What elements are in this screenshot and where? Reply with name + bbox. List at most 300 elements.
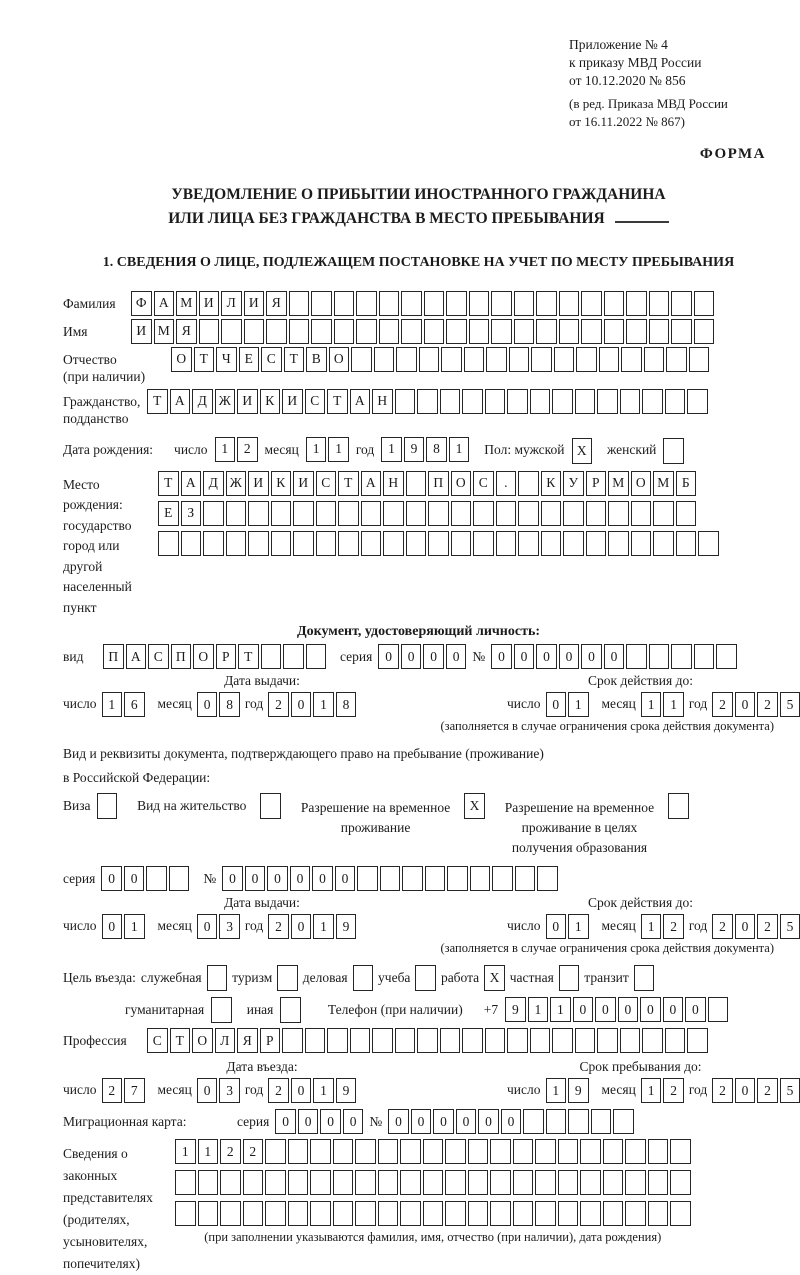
char-cell[interactable] bbox=[469, 291, 490, 316]
char-cell[interactable]: 1 bbox=[313, 1078, 334, 1103]
char-cell[interactable] bbox=[554, 347, 575, 372]
char-cell[interactable]: 0 bbox=[663, 997, 684, 1022]
char-cell[interactable]: О bbox=[631, 471, 652, 496]
char-cell[interactable] bbox=[581, 319, 602, 344]
char-cell[interactable]: 0 bbox=[546, 692, 567, 717]
char-cell[interactable]: 0 bbox=[595, 997, 616, 1022]
char-cell[interactable]: Р bbox=[586, 471, 607, 496]
char-cell[interactable]: И bbox=[244, 291, 265, 316]
char-cell[interactable]: 1 bbox=[175, 1139, 196, 1164]
char-cell[interactable]: 8 bbox=[219, 692, 240, 717]
char-cell[interactable]: 0 bbox=[446, 644, 467, 669]
char-cell[interactable]: 2 bbox=[663, 914, 684, 939]
char-cell[interactable]: 0 bbox=[618, 997, 639, 1022]
char-cell[interactable] bbox=[378, 1201, 399, 1226]
char-cell[interactable] bbox=[446, 319, 467, 344]
char-cell[interactable] bbox=[530, 1028, 551, 1053]
char-cell[interactable] bbox=[419, 347, 440, 372]
char-cell[interactable]: П bbox=[428, 471, 449, 496]
char-cell[interactable]: 0 bbox=[423, 644, 444, 669]
char-cell[interactable]: С bbox=[305, 389, 326, 414]
char-cell[interactable]: Т bbox=[284, 347, 305, 372]
char-cell[interactable]: 0 bbox=[735, 1078, 756, 1103]
char-cell[interactable] bbox=[175, 1170, 196, 1195]
char-cell[interactable]: 2 bbox=[237, 437, 258, 462]
char-cell[interactable] bbox=[361, 531, 382, 556]
char-cell[interactable]: 2 bbox=[663, 1078, 684, 1103]
char-cell[interactable] bbox=[473, 501, 494, 526]
char-cell[interactable] bbox=[417, 389, 438, 414]
char-cell[interactable] bbox=[599, 347, 620, 372]
char-cell[interactable] bbox=[400, 1139, 421, 1164]
char-cell[interactable] bbox=[580, 1201, 601, 1226]
char-cell[interactable] bbox=[694, 319, 715, 344]
char-cell[interactable]: 0 bbox=[433, 1109, 454, 1134]
char-cell[interactable]: С bbox=[316, 471, 337, 496]
char-cell[interactable]: 3 bbox=[219, 1078, 240, 1103]
char-cell[interactable]: Д bbox=[203, 471, 224, 496]
char-cell[interactable]: 5 bbox=[780, 1078, 800, 1103]
char-cell[interactable]: А bbox=[126, 644, 147, 669]
char-cell[interactable] bbox=[423, 1201, 444, 1226]
char-cell[interactable] bbox=[424, 291, 445, 316]
char-cell[interactable]: 1 bbox=[313, 692, 334, 717]
char-cell[interactable]: 1 bbox=[102, 692, 123, 717]
char-cell[interactable]: 0 bbox=[735, 692, 756, 717]
char-cell[interactable]: А bbox=[181, 471, 202, 496]
char-cell[interactable]: 1 bbox=[313, 914, 334, 939]
char-cell[interactable] bbox=[509, 347, 530, 372]
char-cell[interactable] bbox=[625, 1139, 646, 1164]
char-cell[interactable]: И bbox=[293, 471, 314, 496]
char-cell[interactable] bbox=[536, 291, 557, 316]
char-cell[interactable] bbox=[401, 319, 422, 344]
purpose-tourism-checkbox[interactable] bbox=[277, 965, 298, 991]
char-cell[interactable] bbox=[334, 319, 355, 344]
char-cell[interactable]: 1 bbox=[641, 692, 662, 717]
char-cell[interactable] bbox=[580, 1139, 601, 1164]
char-cell[interactable] bbox=[417, 1028, 438, 1053]
char-cell[interactable] bbox=[288, 1139, 309, 1164]
char-cell[interactable]: С bbox=[148, 644, 169, 669]
char-cell[interactable]: 1 bbox=[306, 437, 327, 462]
char-cell[interactable]: 0 bbox=[290, 866, 311, 891]
char-cell[interactable]: 0 bbox=[491, 644, 512, 669]
char-cell[interactable] bbox=[665, 389, 686, 414]
char-cell[interactable]: Б bbox=[676, 471, 697, 496]
char-cell[interactable]: О bbox=[451, 471, 472, 496]
char-cell[interactable] bbox=[333, 1170, 354, 1195]
char-cell[interactable] bbox=[694, 291, 715, 316]
char-cell[interactable] bbox=[518, 501, 539, 526]
char-cell[interactable]: 0 bbox=[559, 644, 580, 669]
char-cell[interactable]: А bbox=[154, 291, 175, 316]
char-cell[interactable]: К bbox=[271, 471, 292, 496]
char-cell[interactable] bbox=[271, 501, 292, 526]
char-cell[interactable] bbox=[496, 531, 517, 556]
char-cell[interactable]: 0 bbox=[312, 866, 333, 891]
char-cell[interactable]: О bbox=[171, 347, 192, 372]
char-cell[interactable]: Т bbox=[327, 389, 348, 414]
char-cell[interactable]: 0 bbox=[388, 1109, 409, 1134]
purpose-work-checkbox[interactable]: X bbox=[484, 965, 505, 991]
temp-residence-checkbox[interactable]: X bbox=[464, 793, 485, 819]
char-cell[interactable]: 2 bbox=[268, 914, 289, 939]
char-cell[interactable]: 9 bbox=[336, 914, 357, 939]
char-cell[interactable]: В bbox=[306, 347, 327, 372]
char-cell[interactable]: 1 bbox=[528, 997, 549, 1022]
char-cell[interactable]: П bbox=[103, 644, 124, 669]
char-cell[interactable] bbox=[670, 1139, 691, 1164]
char-cell[interactable]: 1 bbox=[124, 914, 145, 939]
char-cell[interactable] bbox=[613, 1109, 634, 1134]
purpose-transit-checkbox[interactable] bbox=[634, 965, 655, 991]
char-cell[interactable] bbox=[293, 501, 314, 526]
char-cell[interactable]: И bbox=[282, 389, 303, 414]
purpose-other-checkbox[interactable] bbox=[280, 997, 301, 1023]
char-cell[interactable] bbox=[310, 1201, 331, 1226]
char-cell[interactable] bbox=[265, 1170, 286, 1195]
char-cell[interactable] bbox=[271, 531, 292, 556]
char-cell[interactable] bbox=[604, 319, 625, 344]
char-cell[interactable] bbox=[265, 1201, 286, 1226]
char-cell[interactable] bbox=[716, 644, 737, 669]
char-cell[interactable] bbox=[203, 531, 224, 556]
temp-residence-education-checkbox[interactable] bbox=[668, 793, 689, 819]
char-cell[interactable]: З bbox=[181, 501, 202, 526]
char-cell[interactable] bbox=[597, 389, 618, 414]
char-cell[interactable]: Я bbox=[237, 1028, 258, 1053]
char-cell[interactable] bbox=[666, 347, 687, 372]
char-cell[interactable]: 0 bbox=[411, 1109, 432, 1134]
purpose-humanitarian-checkbox[interactable] bbox=[211, 997, 232, 1023]
char-cell[interactable] bbox=[665, 1028, 686, 1053]
char-cell[interactable] bbox=[316, 531, 337, 556]
char-cell[interactable]: 2 bbox=[712, 1078, 733, 1103]
char-cell[interactable] bbox=[687, 1028, 708, 1053]
char-cell[interactable] bbox=[486, 347, 507, 372]
char-cell[interactable]: 9 bbox=[568, 1078, 589, 1103]
char-cell[interactable] bbox=[608, 531, 629, 556]
char-cell[interactable] bbox=[603, 1201, 624, 1226]
char-cell[interactable]: Л bbox=[221, 291, 242, 316]
char-cell[interactable] bbox=[462, 389, 483, 414]
char-cell[interactable] bbox=[591, 1109, 612, 1134]
purpose-study-checkbox[interactable] bbox=[415, 965, 436, 991]
char-cell[interactable] bbox=[626, 319, 647, 344]
char-cell[interactable]: М bbox=[608, 471, 629, 496]
char-cell[interactable] bbox=[146, 866, 167, 891]
char-cell[interactable]: 0 bbox=[514, 644, 535, 669]
char-cell[interactable] bbox=[203, 501, 224, 526]
char-cell[interactable]: 8 bbox=[426, 437, 447, 462]
purpose-official-checkbox[interactable] bbox=[207, 965, 228, 991]
char-cell[interactable]: Н bbox=[372, 389, 393, 414]
char-cell[interactable] bbox=[603, 1139, 624, 1164]
char-cell[interactable] bbox=[671, 291, 692, 316]
char-cell[interactable] bbox=[558, 1201, 579, 1226]
char-cell[interactable] bbox=[644, 347, 665, 372]
char-cell[interactable] bbox=[649, 644, 670, 669]
char-cell[interactable]: Т bbox=[338, 471, 359, 496]
char-cell[interactable]: 1 bbox=[550, 997, 571, 1022]
char-cell[interactable] bbox=[265, 1139, 286, 1164]
char-cell[interactable]: 1 bbox=[663, 692, 684, 717]
char-cell[interactable] bbox=[445, 1170, 466, 1195]
char-cell[interactable] bbox=[670, 1201, 691, 1226]
char-cell[interactable]: 0 bbox=[378, 644, 399, 669]
char-cell[interactable] bbox=[451, 531, 472, 556]
char-cell[interactable] bbox=[676, 501, 697, 526]
char-cell[interactable]: 0 bbox=[197, 692, 218, 717]
char-cell[interactable] bbox=[649, 319, 670, 344]
char-cell[interactable] bbox=[198, 1170, 219, 1195]
char-cell[interactable] bbox=[468, 1170, 489, 1195]
char-cell[interactable] bbox=[288, 1201, 309, 1226]
char-cell[interactable]: Н bbox=[383, 471, 404, 496]
char-cell[interactable]: 0 bbox=[604, 644, 625, 669]
char-cell[interactable] bbox=[351, 347, 372, 372]
char-cell[interactable]: А bbox=[361, 471, 382, 496]
char-cell[interactable]: 2 bbox=[268, 692, 289, 717]
char-cell[interactable] bbox=[597, 1028, 618, 1053]
char-cell[interactable] bbox=[380, 866, 401, 891]
char-cell[interactable] bbox=[507, 1028, 528, 1053]
char-cell[interactable] bbox=[621, 347, 642, 372]
char-cell[interactable] bbox=[558, 1139, 579, 1164]
char-cell[interactable]: Р bbox=[260, 1028, 281, 1053]
char-cell[interactable] bbox=[535, 1170, 556, 1195]
char-cell[interactable]: 0 bbox=[343, 1109, 364, 1134]
char-cell[interactable]: Ж bbox=[215, 389, 236, 414]
char-cell[interactable] bbox=[514, 291, 535, 316]
char-cell[interactable]: 5 bbox=[780, 914, 800, 939]
char-cell[interactable] bbox=[648, 1170, 669, 1195]
char-cell[interactable]: 7 bbox=[124, 1078, 145, 1103]
char-cell[interactable] bbox=[181, 531, 202, 556]
char-cell[interactable]: 1 bbox=[198, 1139, 219, 1164]
char-cell[interactable] bbox=[445, 1139, 466, 1164]
char-cell[interactable] bbox=[266, 319, 287, 344]
char-cell[interactable]: 0 bbox=[124, 866, 145, 891]
char-cell[interactable] bbox=[653, 501, 674, 526]
char-cell[interactable]: 0 bbox=[275, 1109, 296, 1134]
char-cell[interactable]: 0 bbox=[102, 914, 123, 939]
char-cell[interactable] bbox=[378, 1170, 399, 1195]
char-cell[interactable] bbox=[350, 1028, 371, 1053]
char-cell[interactable] bbox=[383, 501, 404, 526]
char-cell[interactable]: Т bbox=[147, 389, 168, 414]
char-cell[interactable] bbox=[518, 471, 539, 496]
char-cell[interactable] bbox=[248, 531, 269, 556]
char-cell[interactable] bbox=[356, 319, 377, 344]
char-cell[interactable]: К bbox=[541, 471, 562, 496]
char-cell[interactable]: 2 bbox=[712, 914, 733, 939]
char-cell[interactable]: А bbox=[170, 389, 191, 414]
char-cell[interactable] bbox=[198, 1201, 219, 1226]
char-cell[interactable] bbox=[306, 644, 327, 669]
char-cell[interactable] bbox=[400, 1170, 421, 1195]
char-cell[interactable] bbox=[687, 389, 708, 414]
char-cell[interactable]: 2 bbox=[268, 1078, 289, 1103]
char-cell[interactable]: М bbox=[653, 471, 674, 496]
char-cell[interactable] bbox=[169, 866, 190, 891]
char-cell[interactable] bbox=[541, 501, 562, 526]
char-cell[interactable] bbox=[288, 1170, 309, 1195]
char-cell[interactable]: Я bbox=[176, 319, 197, 344]
char-cell[interactable] bbox=[378, 1139, 399, 1164]
char-cell[interactable] bbox=[552, 1028, 573, 1053]
char-cell[interactable]: К bbox=[260, 389, 281, 414]
char-cell[interactable]: О bbox=[329, 347, 350, 372]
char-cell[interactable] bbox=[507, 389, 528, 414]
char-cell[interactable] bbox=[395, 389, 416, 414]
char-cell[interactable] bbox=[563, 531, 584, 556]
char-cell[interactable] bbox=[243, 1170, 264, 1195]
char-cell[interactable] bbox=[694, 644, 715, 669]
char-cell[interactable]: И bbox=[248, 471, 269, 496]
char-cell[interactable]: 1 bbox=[568, 914, 589, 939]
char-cell[interactable] bbox=[289, 291, 310, 316]
char-cell[interactable] bbox=[357, 866, 378, 891]
char-cell[interactable]: 3 bbox=[219, 914, 240, 939]
char-cell[interactable] bbox=[468, 1139, 489, 1164]
char-cell[interactable] bbox=[333, 1139, 354, 1164]
char-cell[interactable] bbox=[283, 644, 304, 669]
char-cell[interactable]: 2 bbox=[757, 914, 778, 939]
char-cell[interactable] bbox=[406, 471, 427, 496]
char-cell[interactable] bbox=[642, 1028, 663, 1053]
char-cell[interactable] bbox=[559, 291, 580, 316]
char-cell[interactable] bbox=[311, 319, 332, 344]
char-cell[interactable] bbox=[469, 319, 490, 344]
char-cell[interactable] bbox=[513, 1201, 534, 1226]
char-cell[interactable] bbox=[221, 319, 242, 344]
char-cell[interactable]: 2 bbox=[220, 1139, 241, 1164]
char-cell[interactable]: 1 bbox=[215, 437, 236, 462]
char-cell[interactable] bbox=[491, 291, 512, 316]
char-cell[interactable] bbox=[536, 319, 557, 344]
char-cell[interactable]: 0 bbox=[401, 644, 422, 669]
char-cell[interactable]: 0 bbox=[222, 866, 243, 891]
char-cell[interactable]: 1 bbox=[546, 1078, 567, 1103]
char-cell[interactable] bbox=[310, 1139, 331, 1164]
char-cell[interactable]: 9 bbox=[505, 997, 526, 1022]
char-cell[interactable] bbox=[333, 1201, 354, 1226]
char-cell[interactable] bbox=[402, 866, 423, 891]
char-cell[interactable]: Т bbox=[194, 347, 215, 372]
char-cell[interactable] bbox=[338, 531, 359, 556]
char-cell[interactable]: О bbox=[193, 644, 214, 669]
char-cell[interactable] bbox=[625, 1201, 646, 1226]
char-cell[interactable]: Р bbox=[216, 644, 237, 669]
char-cell[interactable]: Т bbox=[170, 1028, 191, 1053]
char-cell[interactable] bbox=[383, 531, 404, 556]
char-cell[interactable]: 5 bbox=[780, 692, 800, 717]
char-cell[interactable]: 9 bbox=[336, 1078, 357, 1103]
char-cell[interactable] bbox=[361, 501, 382, 526]
char-cell[interactable] bbox=[423, 1170, 444, 1195]
char-cell[interactable]: Д bbox=[192, 389, 213, 414]
char-cell[interactable] bbox=[631, 501, 652, 526]
char-cell[interactable] bbox=[648, 1139, 669, 1164]
char-cell[interactable] bbox=[676, 531, 697, 556]
char-cell[interactable] bbox=[603, 1170, 624, 1195]
char-cell[interactable] bbox=[535, 1201, 556, 1226]
char-cell[interactable] bbox=[670, 1170, 691, 1195]
char-cell[interactable] bbox=[575, 389, 596, 414]
char-cell[interactable] bbox=[576, 347, 597, 372]
char-cell[interactable]: И bbox=[131, 319, 152, 344]
char-cell[interactable] bbox=[563, 501, 584, 526]
char-cell[interactable] bbox=[518, 531, 539, 556]
char-cell[interactable]: 0 bbox=[546, 914, 567, 939]
char-cell[interactable] bbox=[671, 319, 692, 344]
char-cell[interactable] bbox=[515, 866, 536, 891]
char-cell[interactable]: 0 bbox=[291, 692, 312, 717]
char-cell[interactable] bbox=[282, 1028, 303, 1053]
char-cell[interactable] bbox=[293, 531, 314, 556]
char-cell[interactable] bbox=[492, 866, 513, 891]
char-cell[interactable] bbox=[490, 1139, 511, 1164]
char-cell[interactable]: Ф bbox=[131, 291, 152, 316]
char-cell[interactable] bbox=[379, 291, 400, 316]
char-cell[interactable] bbox=[423, 1139, 444, 1164]
char-cell[interactable] bbox=[490, 1201, 511, 1226]
char-cell[interactable]: М bbox=[154, 319, 175, 344]
char-cell[interactable] bbox=[586, 531, 607, 556]
char-cell[interactable] bbox=[490, 1170, 511, 1195]
char-cell[interactable] bbox=[441, 347, 462, 372]
char-cell[interactable] bbox=[401, 291, 422, 316]
char-cell[interactable] bbox=[473, 531, 494, 556]
char-cell[interactable] bbox=[220, 1201, 241, 1226]
char-cell[interactable]: . bbox=[496, 471, 517, 496]
char-cell[interactable] bbox=[243, 1201, 264, 1226]
char-cell[interactable] bbox=[470, 866, 491, 891]
char-cell[interactable]: 0 bbox=[291, 1078, 312, 1103]
char-cell[interactable]: 0 bbox=[320, 1109, 341, 1134]
purpose-business-checkbox[interactable] bbox=[353, 965, 374, 991]
char-cell[interactable] bbox=[496, 501, 517, 526]
char-cell[interactable] bbox=[671, 644, 692, 669]
char-cell[interactable] bbox=[689, 347, 710, 372]
char-cell[interactable]: О bbox=[192, 1028, 213, 1053]
char-cell[interactable] bbox=[446, 291, 467, 316]
char-cell[interactable]: 0 bbox=[197, 914, 218, 939]
char-cell[interactable] bbox=[199, 319, 220, 344]
char-cell[interactable]: 0 bbox=[478, 1109, 499, 1134]
char-cell[interactable]: 2 bbox=[757, 692, 778, 717]
char-cell[interactable]: Т bbox=[158, 471, 179, 496]
char-cell[interactable] bbox=[537, 866, 558, 891]
char-cell[interactable] bbox=[374, 347, 395, 372]
char-cell[interactable]: 0 bbox=[101, 866, 122, 891]
purpose-private-checkbox[interactable] bbox=[559, 965, 580, 991]
char-cell[interactable] bbox=[425, 866, 446, 891]
char-cell[interactable] bbox=[552, 389, 573, 414]
char-cell[interactable]: С bbox=[147, 1028, 168, 1053]
char-cell[interactable]: 6 bbox=[124, 692, 145, 717]
char-cell[interactable] bbox=[514, 319, 535, 344]
char-cell[interactable] bbox=[406, 501, 427, 526]
char-cell[interactable]: Я bbox=[266, 291, 287, 316]
char-cell[interactable]: Е bbox=[239, 347, 260, 372]
char-cell[interactable]: 0 bbox=[685, 997, 706, 1022]
char-cell[interactable] bbox=[311, 291, 332, 316]
char-cell[interactable] bbox=[464, 347, 485, 372]
char-cell[interactable]: 0 bbox=[291, 914, 312, 939]
